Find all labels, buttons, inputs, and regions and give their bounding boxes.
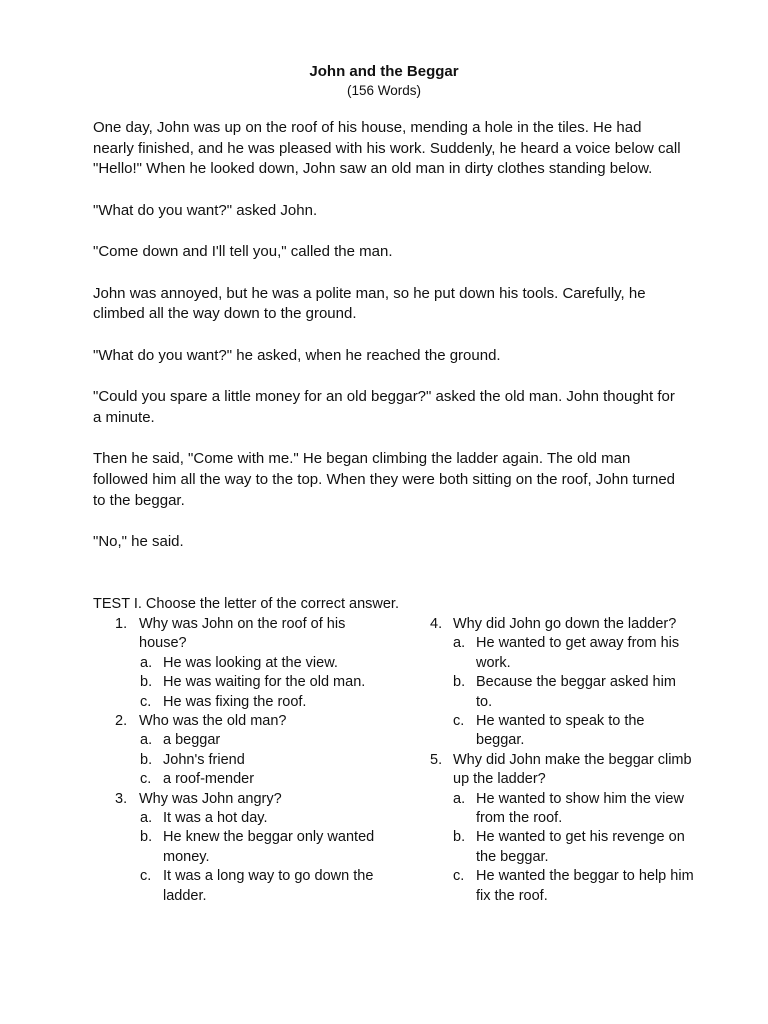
answer-option (406, 673, 696, 712)
option-letter: b. (453, 674, 466, 691)
story-paragraph: John was annoyed, but he was a polite man, so he put down his tools. Carefully, he climbed all the way down to the ground. (93, 284, 646, 323)
option-letter: c. (140, 771, 152, 788)
option-letter: a. (140, 654, 153, 671)
option-letter: c. (453, 713, 465, 730)
option-letter: a. (453, 635, 466, 652)
questions-right-column (406, 615, 696, 906)
test-heading: TEST I. Choose the letter of the correct answer. (93, 596, 399, 612)
answer-option (406, 867, 696, 906)
option-letter: c. (140, 693, 152, 710)
questions-left-column (93, 615, 393, 906)
story-body (93, 118, 683, 573)
option-text: John's friend (163, 751, 245, 768)
answer-option (93, 654, 393, 673)
question-text: Why did John make the beggar climb up the ladder? (453, 751, 692, 788)
option-letter: b. (140, 829, 153, 846)
option-text: He wanted to show him the view from the roof. (476, 790, 684, 827)
option-letter: b. (453, 829, 466, 846)
option-text: He knew the beggar only wanted money. (163, 829, 375, 865)
word-count: (156 Words) (346, 83, 422, 98)
question-number: 3. (115, 790, 128, 807)
answer-option (406, 634, 696, 673)
answer-option (93, 693, 393, 712)
question-number: 5. (430, 751, 443, 768)
story-paragraph: "What do you want?" he asked, when he reached the ground. (93, 346, 501, 364)
question-text: Why was John angry? (139, 790, 282, 807)
answer-option (93, 867, 393, 906)
question-item (93, 790, 393, 809)
option-letter: a. (140, 732, 153, 749)
answer-option (406, 712, 696, 751)
question-item (93, 615, 393, 654)
question-item (93, 712, 393, 731)
option-letter: a. (453, 790, 466, 807)
document-title: John and the Beggar (309, 63, 459, 80)
option-text: He wanted to get his revenge on the beggar. (476, 829, 685, 865)
question-number: 4. (430, 616, 443, 632)
story-paragraph: Then he said, "Come with me." He began climbing the ladder again. The old man followed him all the way to the top. When they were both sitting on the roof, John turned to the beggar. (93, 450, 676, 509)
story-paragraph: "No," he said. (93, 532, 184, 550)
option-text: He was fixing the roof. (163, 693, 307, 710)
option-text: a roof-mender (163, 771, 255, 788)
option-text: It was a hot day. (163, 810, 268, 827)
option-letter: b. (140, 751, 153, 768)
option-letter: c. (453, 868, 465, 885)
story-paragraph: "What do you want?" asked John. (93, 201, 318, 219)
option-letter: b. (140, 674, 153, 691)
question-text: Who was the old man? (139, 713, 287, 730)
answer-option (93, 673, 393, 692)
story-paragraph: "Come down and I'll tell you," called the man. (93, 243, 393, 261)
answer-option (93, 751, 393, 770)
story-paragraph: One day, John was up on the roof of his house, mending a hole in the tiles. He had nearly finished, and he was pleased with his work. Suddenly, he heard a voice below call "Hello!" When he looked down, John saw an old man in dirty clothes standing below. (93, 119, 681, 178)
option-text: He wanted to speak to the beggar. (476, 713, 645, 749)
answer-option (93, 809, 393, 828)
question-number: 2. (115, 713, 128, 730)
option-text: He was waiting for the old man. (163, 674, 366, 691)
question-text: Why was John on the roof of his house? (139, 616, 346, 652)
question-item (406, 615, 696, 634)
option-text: He was looking at the view. (163, 654, 338, 671)
answer-option (406, 790, 696, 829)
question-text: Why did John go down the ladder? (453, 616, 677, 632)
option-text: Because the beggar asked him to. (476, 674, 676, 710)
answer-option (406, 828, 696, 867)
option-letter: a. (140, 810, 153, 827)
option-text: It was a long way to go down the ladder. (163, 868, 374, 904)
answer-option (93, 731, 393, 750)
question-item (406, 751, 696, 790)
option-letter: c. (140, 868, 152, 885)
option-text: He wanted to get away from his work. (476, 635, 680, 671)
answer-option (93, 828, 393, 867)
option-text: a beggar (163, 732, 221, 749)
story-paragraph: "Could you spare a little money for an old beggar?" asked the old man. John thought for a minute. (93, 388, 675, 426)
option-text: He wanted the beggar to help him fix the roof. (476, 868, 694, 904)
answer-option (93, 770, 393, 789)
question-number: 1. (115, 616, 128, 632)
